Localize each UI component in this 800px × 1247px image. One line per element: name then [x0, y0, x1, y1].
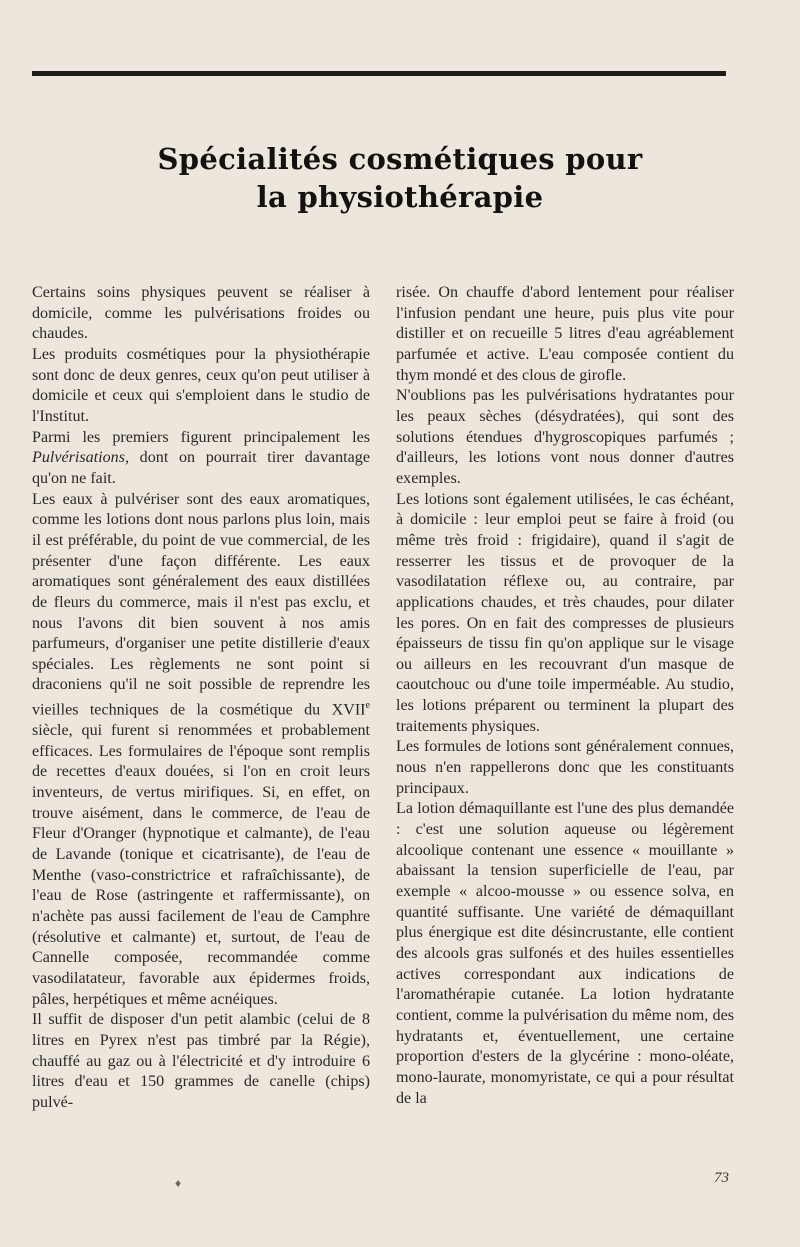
paragraph: Les lotions sont également utilisées, le cas échéant, à domicile : leur emploi peut se faire à froid (ou même très froid : frigidaire), quand il s'agit de resserrer les tissus et de provoquer de la vasodilatation réflexe ou, au contraire, par applications chaudes, et très chaudes, pour dilater les pores. On en fait des compresses de plusieurs épaisseurs de tissu fin qu'on applique sur le visage ou ailleurs en les recouvrant d'un masque de caoutchouc ou d'une toile imperméable. Au studio, les lotions préparent ou terminent la plupart des traitements physiques. [396, 490, 734, 735]
paragraph: N'oublions pas les pulvérisations hydratantes pour les peaux sèches (désydratées), qui sont des solutions étendues d'hygroscopiques parfumés ; d'ailleurs, les lotions vont nous donner d'autres exemples. [396, 387, 734, 487]
paragraph: Les produits cosmétiques pour la physiothérapie sont donc de deux genres, ceux qu'on peut utiliser à domicile et ceux qui s'emploient dans le studio de l'Institut. [32, 345, 370, 425]
article-title [60, 140, 740, 216]
paragraph: Certains soins physiques peuvent se réaliser à domicile, comme les pulvérisations froides ou chaudes. [32, 284, 370, 343]
page-number: 73 [714, 1170, 729, 1186]
right-column [396, 283, 734, 1109]
paragraph: Il suffit de disposer d'un petit alambic (celui de 8 litres en Pyrex n'est pas timbré par la Régie), chauffé au gaz ou à l'électricité et d'y introduire 6 litres d'eau et 150 grammes de canelle (chips) pulvé- [32, 1011, 370, 1111]
paragraph: Les eaux à pulvériser sont des eaux aromatiques, comme les lotions dont nous parlons plus loin, mais il est préférable, du point de vue commercial, de les présenter d'une façon différente. Les eaux aromatiques sont généralement des eaux distillées de fleurs du commerce, mais il n'est pas exclu, et nous l'avons dit bien souvent à nos amis parfumeurs, d'organiser une petite distillerie d'eaux spéciales. Les règlements ne sont point si draconiens qu'il ne soit possible de reprendre les vieilles techniques de la cosmétique du XVIIe siècle, qui furent si renommées et probablement efficaces. Les formulaires de l'époque sont remplis de recettes d'eaux douées, si l'on en croit leurs inventeurs, de vertus mirifiques. Si, en effet, on trouve aisément, dans le commerce, de l'eau de Fleur d'Oranger (hypnotique et calmante), de l'eau de Lavande (tonique et cicatrisante), de l'eau de Menthe (vaso-constrictrice et rafraîchissante), de l'eau de Rose (astringente et raffermissante), on n'achète pas aussi facilement de l'eau de Camphre (résolutive et calmante) et, surtout, de l'eau de Cannelle composée, recommandée comme vasodilatateur, favorable aux épidermes froids, pâles, herpétiques et même acnéiques. [32, 490, 370, 1008]
emphasis-pulverisations: Pulvérisations, [32, 449, 130, 467]
title-line-2: la physiothérapie [256, 180, 544, 214]
paragraph: risée. On chauffe d'abord lentement pour réaliser l'infusion pendant une heure, puis plus vite pour distiller et on recueille 5 litres d'eau agréablement parfumée et active. L'eau composée contient du thym mondé et des clous de girofle. [396, 284, 734, 384]
century-superscript: e [365, 700, 370, 712]
printer-mark: ♦ [175, 1176, 182, 1190]
top-rule [32, 71, 726, 76]
left-column [32, 283, 370, 1114]
century-numeral: XVII [331, 701, 366, 719]
title-line-1: Spécialités cosmétiques pour [157, 142, 643, 176]
paragraph: Les formules de lotions sont généralement connues, nous n'en rappellerons donc que les constituants principaux. [396, 738, 734, 797]
paragraph: La lotion démaquillante est l'une des plus demandée : c'est une solution aqueuse ou légèrement alcoolique contenant une essence « mouillante » abaissant la tension superficielle de l'eau, par exemple « alcoo-mousse » ou essence solva, en quantité suffisante. Une variété de démaquillant plus énergique est dite désincrustante, elle contient des alcools gras sulfonés et des huiles essentielles actives correspondant aux indications de l'aromathérapie cutanée. La lotion hydratante contient, comme la pulvérisation du même nom, des hydratants et, éventuellement, une certaine proportion d'esters de la glycérine : mono-oléate, mono-laurate, monomyristate, ce qui a pour résultat de la [396, 800, 734, 1107]
paragraph: Parmi les premiers figurent principalement les Pulvérisations, dont on pourrait tirer davantage qu'on ne fait. [32, 428, 370, 487]
